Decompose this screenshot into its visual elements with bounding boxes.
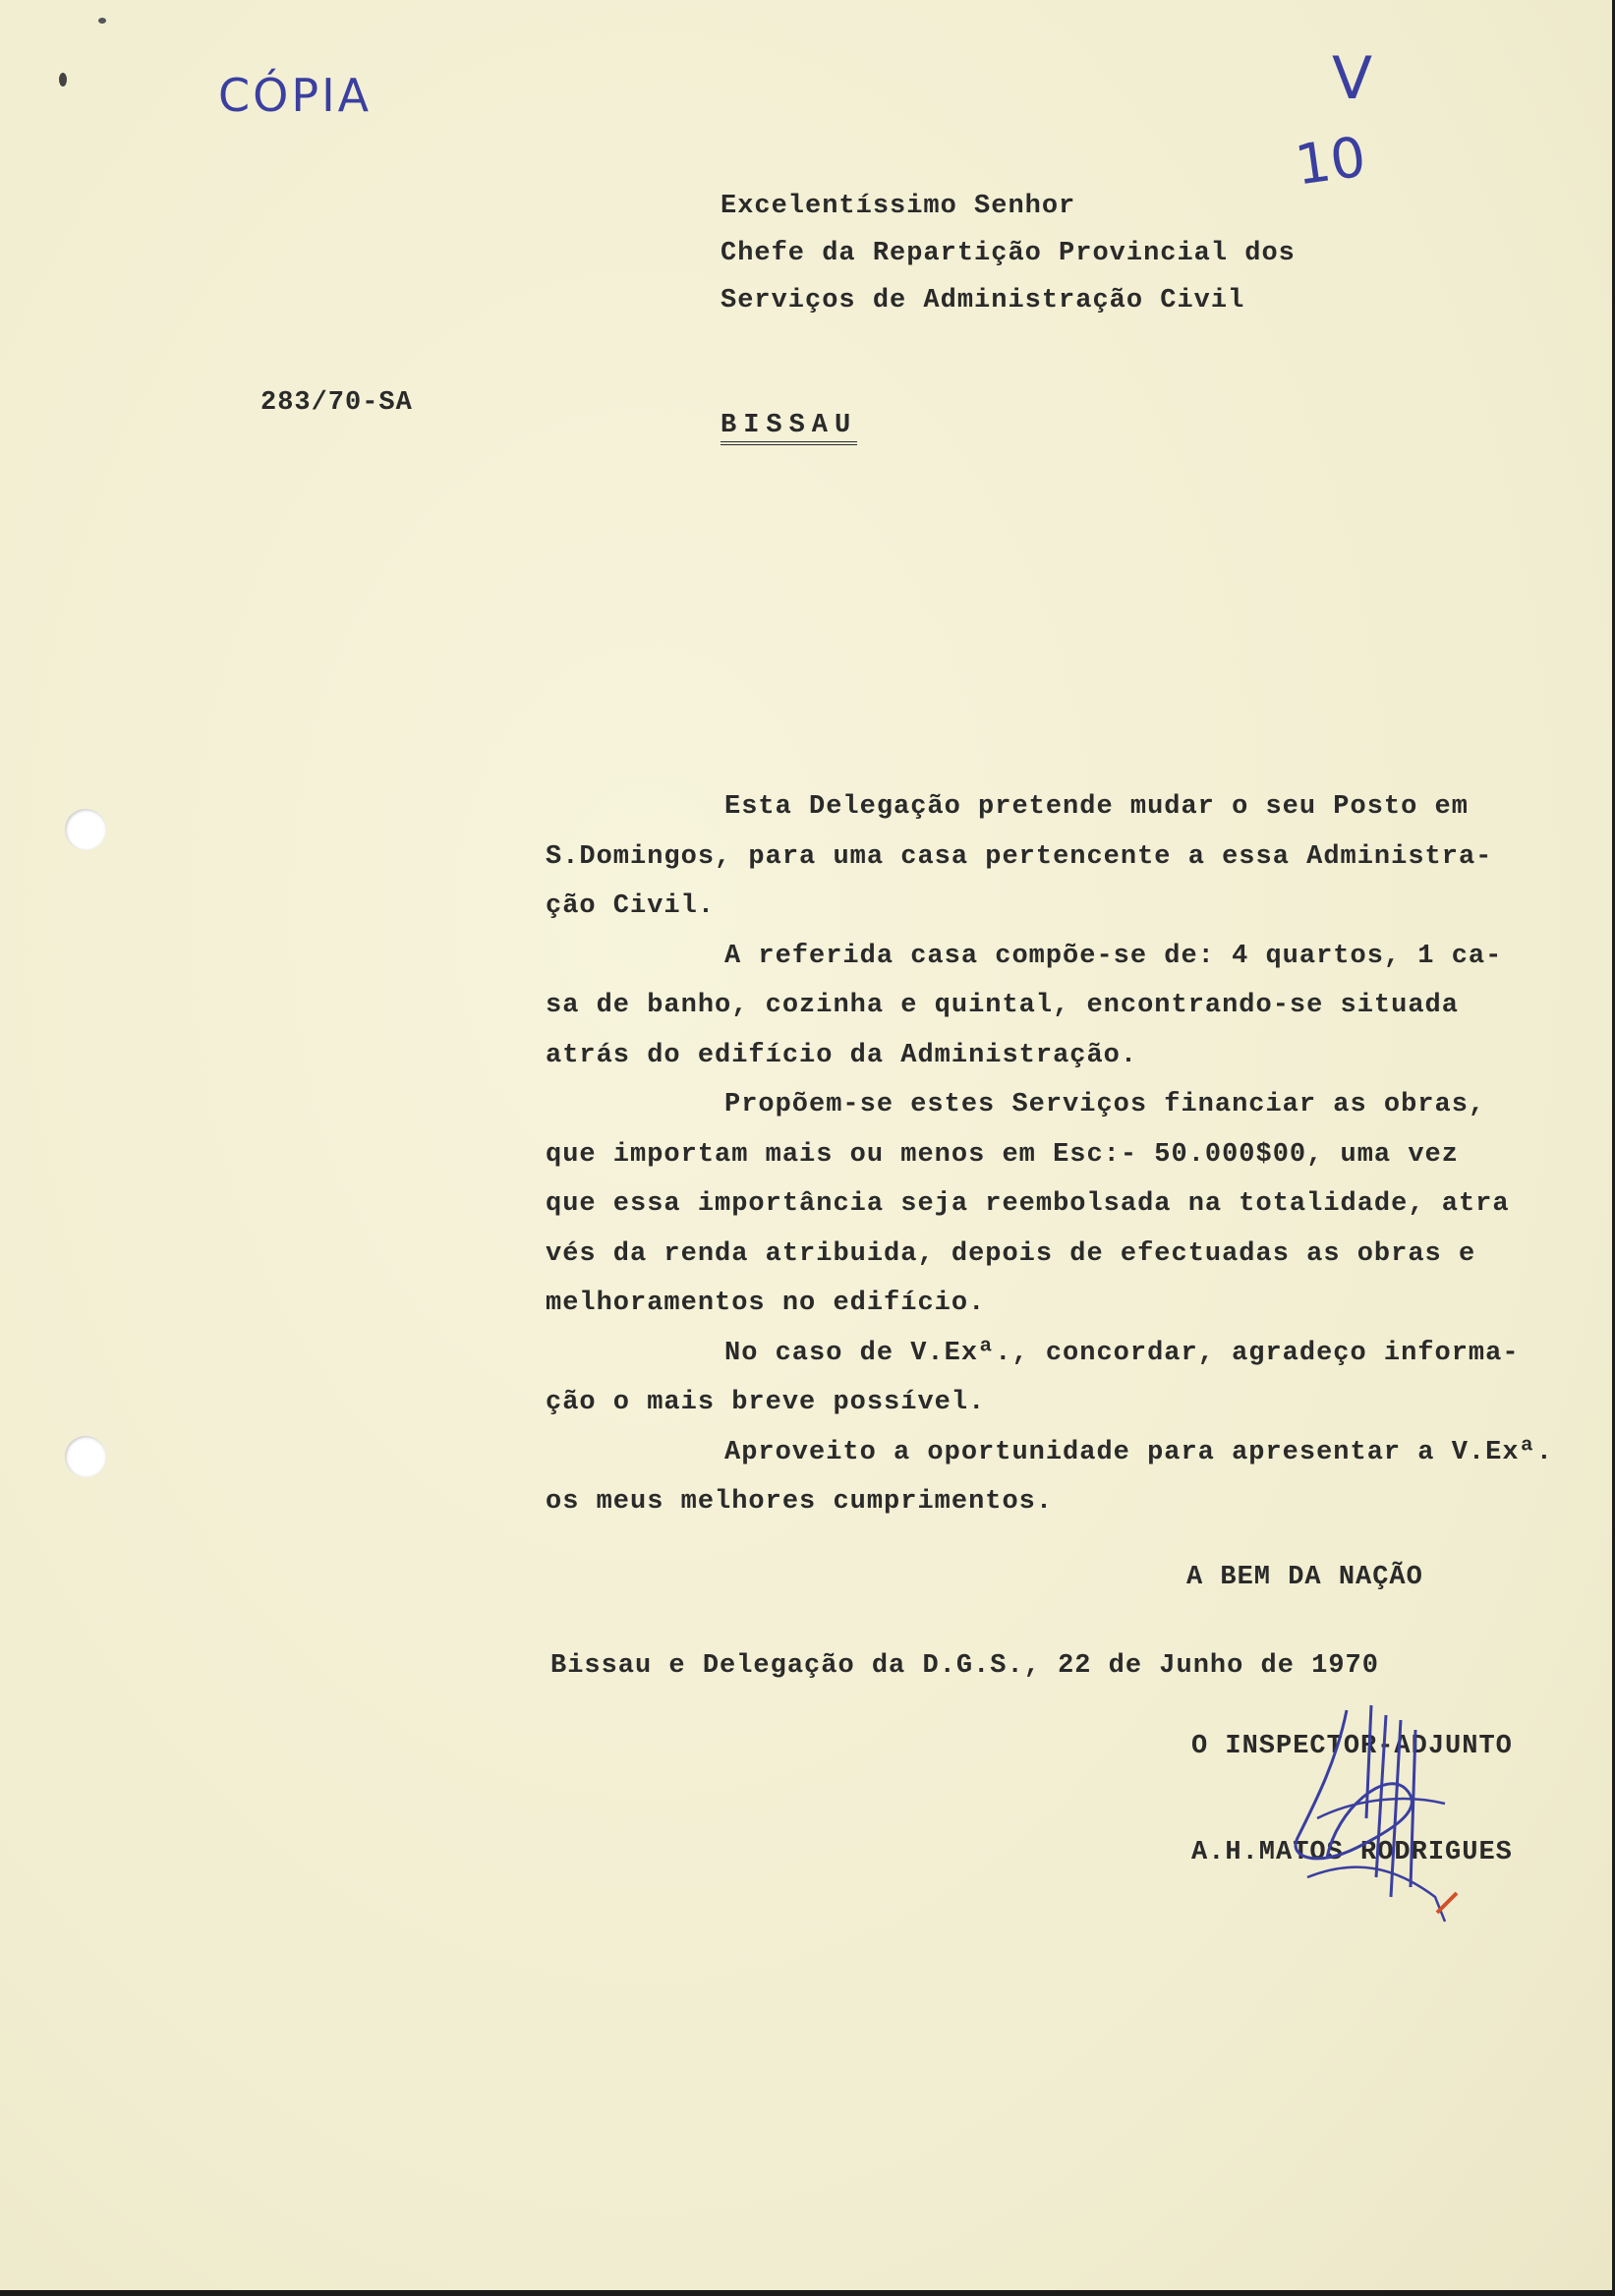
body-line: melhoramentos no edifício. <box>546 1289 986 1318</box>
signatory-name: A.H.MATOS RODRIGUES <box>1191 1838 1513 1867</box>
addressee-block <box>721 183 1296 324</box>
punch-hole-bottom <box>65 1436 106 1477</box>
body-line: sa de banho, cozinha e quintal, encontrando-se situada <box>546 991 1459 1020</box>
body-line: que importam mais ou menos em Esc:- 50.000$00, uma vez <box>546 1139 1459 1170</box>
body-line: Esta Delegação pretende mudar o seu Posto em <box>724 792 1469 822</box>
body-line: Propõem-se estes Serviços financiar as obras, <box>724 1090 1486 1119</box>
reference-number: 283/70-SA <box>260 388 413 418</box>
addressee-line-2: Chefe da Repartição Provincial dos <box>721 239 1296 268</box>
body-line: os meus melhores cumprimentos. <box>546 1487 1054 1517</box>
body-line: ção o mais breve possível. <box>546 1388 986 1417</box>
body-line: Aproveito a oportunidade para apresentar a V.Exª. <box>724 1437 1553 1467</box>
initials-annotation: 10 <box>1291 125 1370 199</box>
addressee-line-3: Serviços de Administração Civil <box>721 286 1245 316</box>
copia-annotation: CÓPIA <box>218 69 373 122</box>
city-heading: BISSAU <box>721 411 857 445</box>
paper-speck <box>59 73 67 86</box>
body-line: vés da renda atribuida, depois de efectuadas as obras e <box>546 1238 1476 1269</box>
body-line: atrás do edifício da Administração. <box>546 1040 1138 1070</box>
body-line: No caso de V.Exª., concordar, agradeço informa- <box>724 1338 1520 1368</box>
body-line: ção Civil. <box>546 891 716 921</box>
body-line: A referida casa compõe-se de: 4 quartos, 1 ca- <box>724 941 1503 971</box>
signatory-title: O INSPECTOR-ADJUNTO <box>1191 1732 1513 1761</box>
body-line: S.Domingos, para uma casa pertencente a essa Administra- <box>546 841 1493 872</box>
punch-hole-top <box>65 809 106 850</box>
check-mark-annotation: V <box>1332 44 1373 113</box>
letter-body <box>546 782 1553 1527</box>
addressee-line-1: Excelentíssimo Senhor <box>721 192 1076 221</box>
place-and-date: Bissau e Delegação da D.G.S., 22 de Junho de 1970 <box>550 1651 1379 1681</box>
body-line: que essa importância seja reembolsada na totalidade, atra <box>546 1189 1510 1219</box>
salutation: A BEM DA NAÇÃO <box>1186 1563 1423 1592</box>
red-mark <box>1433 1887 1463 1917</box>
paper-speck <box>98 18 106 24</box>
